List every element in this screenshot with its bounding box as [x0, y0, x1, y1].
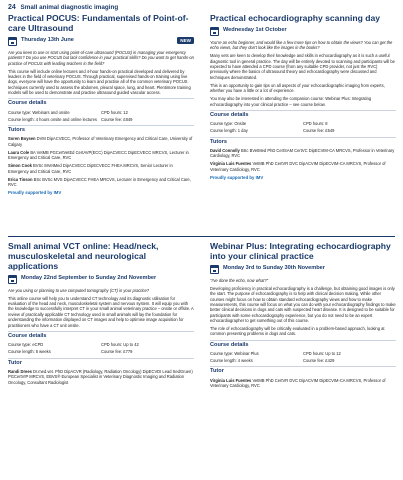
- tutor: Soren Boysen DVM DipACVECC, Professor of Veterinary Emergency and Critical Care, University of Calgary: [8, 136, 193, 147]
- course-details-heading: Course details: [210, 340, 396, 349]
- course-echo-scanning: [210, 14, 396, 180]
- calendar-icon: [8, 275, 17, 284]
- course-paragraph: Many vets are keen to develop their knowledge and skills in echocardiography as it is such a useful diagnostic tool in general practice. The day will be entirely devoted to scanning and participants will be expected to have attended a CPD course (from any suitable CPD provider, not just the RVC) previously where the basics of ultrasound theory and echocardiography were discussed and techniques demonstrated.: [210, 53, 395, 80]
- tutor: Simon Cook BVSc MVetMed DipACVECC DipECVECC FHEA MRCVS, Senior Lecturer in Emergency and Critical Care, RVC: [8, 163, 173, 174]
- calendar-icon: [210, 27, 219, 36]
- course-paragraph: This course will include online lectures and 4-hour hands-on practical developed and delivered by leaders in the field of veterinary POCUS. Through practical, supervised hands-on training using live dogs, everyone will have the opportunity to learn and practise all of the common veterinary POCUS techniques currently used to assess the abdomen, pleural space, lung, and heart. Plentimore training models will be used to demonstrate and practise ultrasound guided vascular access.: [8, 68, 191, 96]
- details-row: Course length: 6 weeks Course fee: £779: [8, 349, 133, 355]
- course-paragraph: The role of echocardiography will be critically evaluated in a problem-based approach, looking at common presenting problems in dogs and cats.: [210, 326, 385, 337]
- details-row: Course length: 4 hours onsite and online lectures Course fee: £849: [8, 116, 133, 122]
- details-row: Course type: eCPD CPD hours: Up to 42: [8, 342, 139, 348]
- course-title: Practical echocardiography scanning day: [210, 13, 381, 23]
- details-row: Course type: Webinars and onsite CPD hours: 12: [8, 109, 128, 115]
- section-divider: [8, 236, 395, 237]
- details-row: Course length: 1 day Course fee: £549: [210, 128, 335, 134]
- course-webinar-echo: [210, 242, 396, 391]
- course-pocus: [8, 14, 194, 196]
- course-details-heading: Course details: [8, 98, 194, 107]
- course-paragraph: Developing proficiency in practical echocardiography is a challenge, but obtaining good images is only the start. The purpose of echocardiography is to help with clinical decision making. While other courses might focus on how to obtain standard echocardiography views and how to make measurements, this course will focus on what you can do with your echocardiography findings to make better clinical decisions in dogs and cats with suspected heart disease. It is designed to be suitable for participants with some echocardiography experience, but you do not need to be an expert echocardiographer to get something out of this course.: [210, 285, 396, 324]
- supporter-link[interactable]: Proudly supported by IMV: [210, 174, 264, 180]
- course-paragraph: This online course will help you to understand CT technology and its diagnostic utilisation for evaluation of the head and neck, musculoskeletal system and nervous system. It will equip you with the knowledge to successfully interpret CT in your small animal veterinary practice – onsite or offsite. A review of practically applicable CT technology used in small animals will lay the foundation for understanding the information displayed on CT images and help to optimise image acquisition for practitioners who have a CT unit onsite.: [8, 295, 194, 328]
- tutor: Randi Drees Dr.med.vet. PhD DipACVR (Radiology, Radiation Oncology) DipECVDI Lead SedGruen) PGCertVIP MRCVS, EBVS® European Specialist in Veterinary Diagnostic Imaging and Radiation Oncology, Consultant Radiologist: [8, 368, 193, 385]
- course-date: Monday 3rd to Sunday 30th November: [210, 265, 396, 274]
- course-details-heading: Course details: [8, 331, 194, 340]
- course-title: Webinar Plus: Integrating echocardiography into your clinical practice: [210, 241, 391, 261]
- calendar-icon: [210, 265, 219, 274]
- course-title: Small animal VCT online: Head/neck, musculoskeletal and neurological applications: [8, 241, 159, 271]
- tutor: David Connolly BSc BVetMed PhD CertSAM CertVC DipECVIM-CA MRCVS, Professor in Veterinary Cardiology, RVC: [210, 147, 395, 159]
- tutor: Virginia Luis Fuentes VetMB PhD CertVR DVC DipACVIM DipECVIM-CA MRCVS, Professor of Veterinary Cardiology, RVC: [210, 377, 386, 389]
- course-intro: "I've done the echo, now what?": [210, 277, 269, 283]
- calendar-icon: [8, 37, 17, 46]
- course-intro: Are you keen to use or start using point-of-care ultrasound (POCUS) in managing your emergency patients? Do you use POCUS but lack confidence in your practical skills? Do you want to get hands-on practice of POCUS with leading teachers in the field?: [8, 49, 194, 66]
- tutor: Laura Cole BA VetMB PGCertVetEd CertAVP(ECC) DipACVECC DipECVECC MRCVS, Lecturer in Emergency and Critical Care, RVC: [8, 149, 189, 161]
- new-badge: NEW: [177, 37, 194, 45]
- details-row: Course length: 4 weeks Course fee: £429: [210, 358, 335, 363]
- section-title: Small animal diagnostic imaging: [20, 4, 119, 11]
- course-date: Thursday 13th June NEW: [8, 37, 194, 46]
- tutors-heading: Tutor: [8, 358, 194, 367]
- tutors-heading: Tutor: [210, 366, 396, 375]
- page-header: [8, 4, 118, 11]
- course-date: Monday 22nd September to Sunday 2nd November: [8, 275, 194, 284]
- course-intro: You're an echo beginner, and would like a few more tips on how to obtain the views? You can get the echo views, but they don't look like the images in the books?: [210, 39, 393, 51]
- course-paragraph: You may also be interested in attending the companion course: Webinar Plus: Integrating echocardiography into your clinical practice – see course below.: [210, 96, 372, 107]
- details-row: Course type: Onsite CPD hours: 8: [210, 121, 328, 127]
- supporter-link[interactable]: Proudly supported by IMV: [8, 189, 62, 195]
- tutor: Erica Tinson BSc BVSc MVS DipACVECC FHEA MRCVS, Lecturer in Emergency and Critical Care, RVC: [8, 176, 191, 187]
- tutors-heading: Tutors: [210, 137, 396, 146]
- details-row: Course type: Webinar Plus CPD hours: Up to 12: [210, 351, 341, 357]
- course-vct-online: [8, 242, 194, 388]
- page-number: 24: [8, 4, 16, 11]
- tutors-heading: Tutors: [8, 125, 194, 134]
- tutor: Virginia Luis Fuentes VetMB PhD CertVR DVC DipACVIM DipECVIM-CA MRCVS, Professor of Veterinary Cardiology, RVC: [210, 161, 386, 172]
- course-date: Wednesday 1st October: [210, 27, 396, 36]
- course-details-heading: Course details: [210, 110, 396, 119]
- course-paragraph: This is an opportunity to gain tips on all aspects of your echocardiographic imaging from experts, whether you have a little or a lot of experience.: [210, 82, 385, 94]
- course-intro: Are you using or planning to use computed tomography (CT) in your practice?: [8, 287, 150, 293]
- course-title: Practical POCUS: Fundamentals of Point-of-care Ultrasound: [8, 13, 189, 33]
